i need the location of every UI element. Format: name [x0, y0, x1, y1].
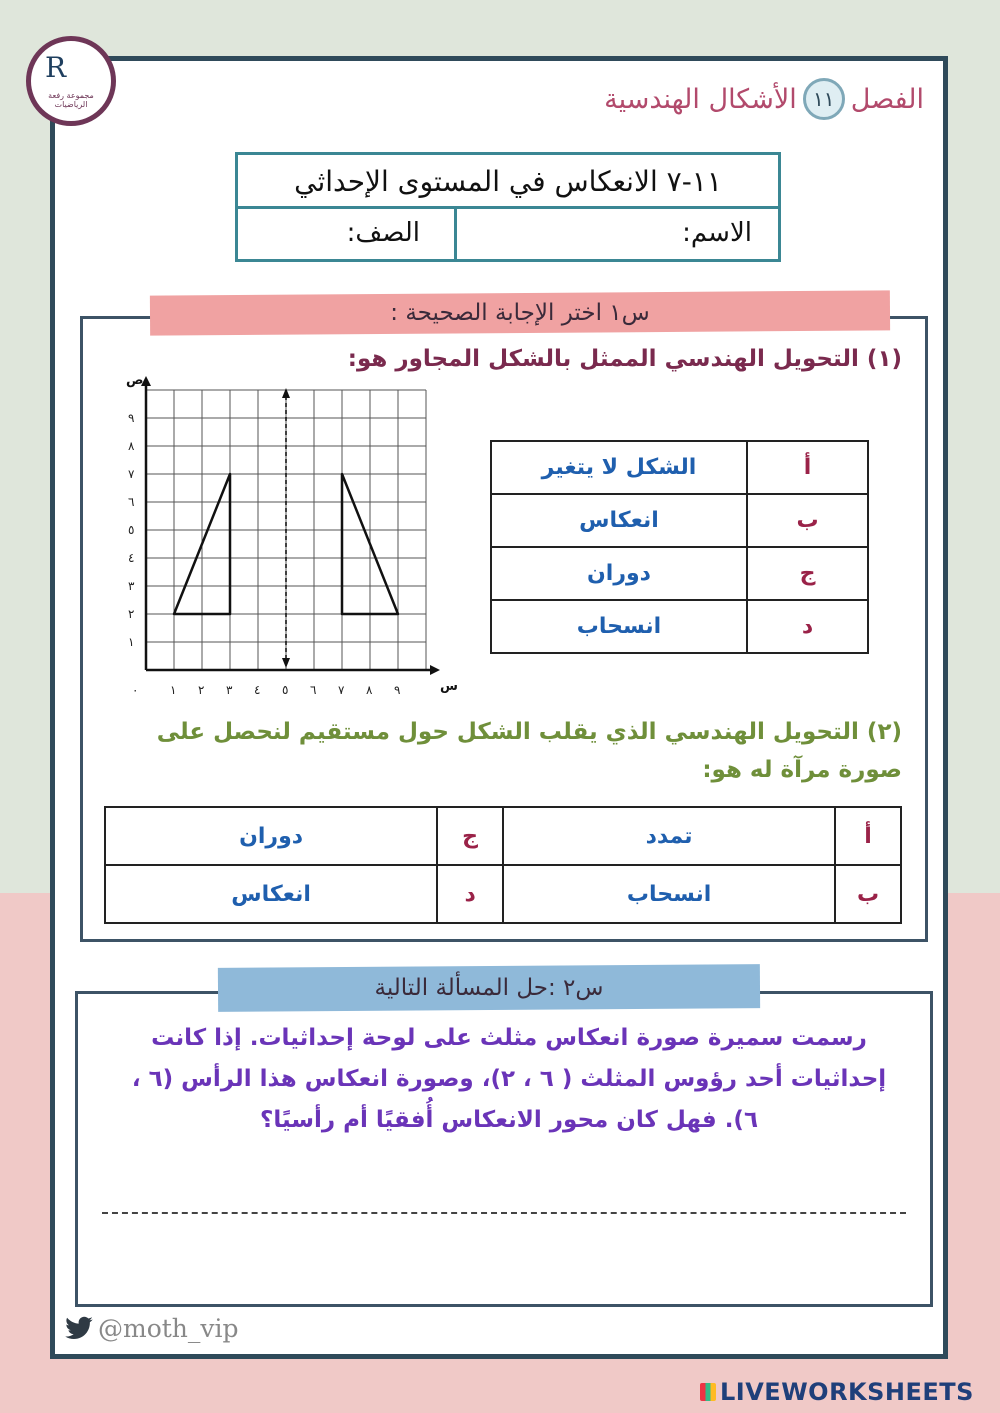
option-text[interactable]: انسحاب [503, 865, 835, 923]
reflection-line-arrow-bottom [282, 658, 290, 668]
liveworksheets-logo-icon [700, 1383, 716, 1401]
question1-part2-prompt: (٢) التحويل الهندسي الذي يقلب الشكل حول مستقيم لنحصل على صورة مرآة له هو: [156, 719, 902, 783]
option-text[interactable]: تمدد [503, 807, 835, 865]
option-letter: د [747, 600, 868, 653]
x-axis-arrow [430, 665, 440, 675]
x-tick-label: ٦ [310, 683, 317, 697]
group-logo [26, 36, 116, 126]
liveworksheets-text: LIVEWORKSHEETS [720, 1378, 974, 1406]
y-tick-label: ٨ [128, 439, 135, 453]
y-tick-label: ٣ [128, 579, 135, 593]
twitter-bird-icon [64, 1316, 94, 1342]
option-text[interactable]: الشكل لا يتغير [491, 441, 747, 494]
y-tick-label: ٩ [128, 411, 135, 425]
x-tick-label: ٧ [338, 683, 345, 697]
x-tick-label: ٥ [282, 683, 289, 697]
y-tick-label: ٧ [128, 467, 135, 481]
option-row[interactable] [491, 494, 868, 547]
lesson-title: ١١-٧ الانعكاس في المستوى الإحداثي [238, 155, 778, 209]
student-class-field[interactable] [238, 209, 454, 259]
answer-line[interactable] [102, 1212, 906, 1214]
coordinate-grid-chart [118, 373, 458, 708]
student-name-field[interactable] [454, 209, 778, 259]
y-tick-label: ٥ [128, 523, 135, 537]
y-tick-label: ٤ [128, 551, 135, 565]
lesson-title-box [235, 152, 781, 262]
y-tick-label: ٢ [128, 607, 135, 621]
logo-letter: R [45, 51, 67, 84]
question1-part1-prompt: (١) التحويل الهندسي الممثل بالشكل المجاور هو: [347, 346, 902, 372]
option-letter: ج [747, 547, 868, 600]
twitter-credit [64, 1314, 239, 1343]
chapter-heading [604, 78, 924, 120]
liveworksheets-brand[interactable] [700, 1378, 974, 1406]
x-axis-label: س [440, 679, 458, 694]
option-letter: أ [747, 441, 868, 494]
option-letter: ج [437, 807, 503, 865]
chapter-number-badge: ١١ [803, 78, 845, 120]
question1-part2-options [104, 806, 902, 924]
question1-banner: س١ اختر الإجابة الصحيحة : [390, 300, 650, 326]
option-letter: د [437, 865, 503, 923]
x-tick-label: ٢ [198, 683, 205, 697]
twitter-handle: @moth_vip [98, 1314, 239, 1343]
option-row[interactable] [491, 547, 868, 600]
y-tick-label: ٦ [128, 495, 135, 509]
question2-banner: س٢ :حل المسألة التالية [374, 975, 604, 1001]
option-letter: ب [835, 865, 901, 923]
question1-part1-options [490, 440, 869, 654]
name-label: الاسم: [682, 218, 752, 248]
option-text[interactable]: انعكاس [491, 494, 747, 547]
x-tick-label: ٠ [132, 683, 139, 697]
x-tick-label: ٨ [366, 683, 373, 697]
logo-caption: مجموعة رفعة الرياضيات [48, 91, 94, 109]
question2-problem-text: رسمت سميرة صورة انعكاس مثلث على لوحة إحداثيات. إذا كانت إحداثيات أحد رؤوس المثلث ( ٦ ، ٢)، وصورة انعكاس هذا الرأس (٦ ، ٦). فهل كان محور الانعكاس أُفقيًا أم رأسيًا؟ [131, 1025, 887, 1133]
x-tick-label: ٣ [226, 683, 233, 697]
option-text[interactable]: دوران [105, 807, 437, 865]
option-row [105, 865, 901, 923]
x-tick-label: ٩ [394, 683, 401, 697]
option-row [105, 807, 901, 865]
y-axis-label: ص [126, 373, 144, 388]
x-tick-label: ٤ [254, 683, 261, 697]
class-label: الصف: [346, 218, 420, 248]
option-text[interactable]: دوران [491, 547, 747, 600]
option-letter: ب [747, 494, 868, 547]
y-tick-label: ١ [128, 635, 135, 649]
option-text[interactable]: انعكاس [105, 865, 437, 923]
x-tick-label: ١ [170, 683, 177, 697]
option-text[interactable]: انسحاب [491, 600, 747, 653]
option-row[interactable] [491, 441, 868, 494]
option-letter: أ [835, 807, 901, 865]
option-row[interactable] [491, 600, 868, 653]
chapter-prefix: الفصل [850, 83, 924, 115]
chapter-title: الأشكال الهندسية [604, 83, 797, 115]
